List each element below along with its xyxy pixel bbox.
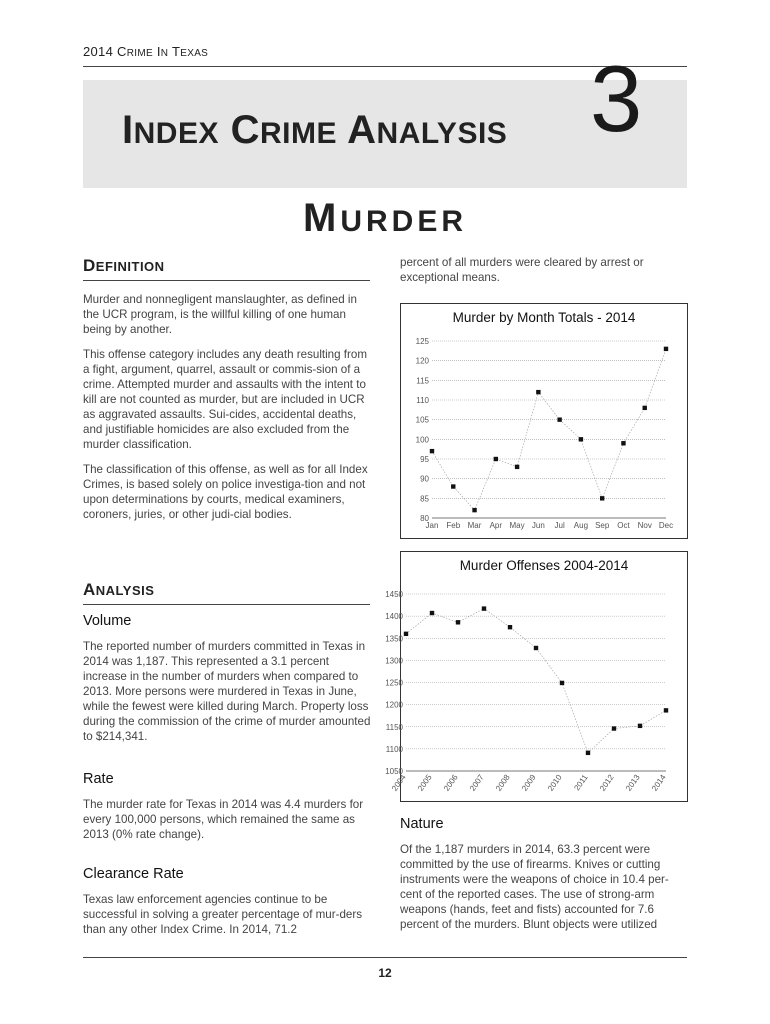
header-texas: TEXAS — [172, 44, 209, 59]
data-point — [430, 611, 434, 615]
analysis-heading-text: ANALYSIS — [83, 580, 155, 599]
y-tick-label: 85 — [420, 494, 429, 504]
data-point — [621, 441, 625, 445]
y-tick-label: 1050 — [385, 767, 403, 776]
analysis-rule — [83, 604, 370, 605]
annual-chart-title: Murder Offenses 2004-2014 — [459, 558, 629, 573]
y-tick-label: 125 — [415, 337, 429, 346]
x-tick-label: 2012 — [598, 772, 616, 793]
definition-rule — [83, 280, 370, 281]
chapter-number: 3 — [590, 46, 643, 151]
y-tick-label: 80 — [420, 514, 429, 523]
section-title — [0, 196, 770, 241]
data-point — [579, 437, 583, 441]
x-tick-label: 2004 — [390, 772, 408, 793]
definition-heading — [83, 256, 165, 276]
x-tick-label: 2010 — [546, 772, 564, 793]
nature-paragraph: Of the 1,187 murders in 2014, 63.3 percent were committed by the use of firearms. Knives or cutting instruments were the weapons of choice in 10.4 per-cent of the reported cases. The use of strong-arm weapons (hands, feet and fists) accounted for 7.6 percent of the murders. Blunt objects were utilized — [400, 843, 669, 931]
clearance-heading: Clearance Rate — [83, 866, 184, 882]
data-point — [664, 347, 668, 351]
x-tick-label: 2009 — [520, 772, 538, 793]
data-point — [534, 646, 538, 650]
clearance-paragraph-continued: percent of all murders were cleared by arrest or exceptional means. — [400, 256, 644, 284]
y-tick-label: 120 — [415, 356, 429, 366]
header-crime: CRIME — [117, 44, 153, 59]
monthly-chart-title: Murder by Month Totals - 2014 — [452, 310, 636, 325]
data-point — [472, 508, 476, 512]
x-tick-label: 2006 — [442, 772, 460, 793]
data-point — [560, 681, 564, 685]
data-point — [515, 465, 519, 469]
annual-chart-frame — [385, 551, 688, 802]
y-tick-label: 90 — [420, 474, 429, 484]
x-tick-label: Feb — [446, 521, 461, 530]
rate-paragraph: The murder rate for Texas in 2014 was 4.4 murders for every 100,000 persons, which remained the same as 2013 (0% rate change). — [83, 798, 364, 841]
chapter-title-word: INDEX — [122, 108, 219, 152]
data-point — [456, 620, 460, 624]
rate-heading: Rate — [83, 771, 114, 787]
x-tick-label: Aug — [573, 521, 589, 530]
x-tick-label: Jun — [531, 521, 545, 530]
data-point — [612, 726, 616, 730]
nature-heading: Nature — [400, 816, 444, 832]
y-tick-label: 105 — [415, 415, 429, 425]
definition-paragraph-3: The classification of this offense, as well as for all Index Crimes, is based solely on police investiga-tion and not upon determinations by courts, medical examiners, coroners, juries, or other judi-cial bodies. — [83, 463, 368, 521]
data-point — [404, 632, 408, 636]
data-point — [482, 606, 486, 610]
header-year: 2014 — [83, 44, 114, 59]
footer-rule — [83, 957, 687, 958]
data-point — [430, 449, 434, 453]
y-tick-label: 1200 — [385, 700, 403, 710]
x-tick-label: May — [509, 521, 525, 530]
x-tick-label: Mar — [467, 521, 482, 530]
monthly-chart — [401, 328, 687, 538]
y-tick-label: 1150 — [385, 722, 403, 732]
annual-chart — [385, 576, 687, 801]
data-point — [494, 457, 498, 461]
x-tick-label: Nov — [637, 521, 652, 530]
chapter-title — [122, 108, 507, 153]
volume-heading: Volume — [83, 613, 132, 629]
series-line — [406, 609, 666, 753]
y-tick-label: 115 — [416, 376, 429, 386]
data-point — [508, 625, 512, 629]
data-point — [451, 484, 455, 488]
page-number: 12 — [378, 966, 392, 980]
x-tick-label: 2008 — [494, 772, 512, 793]
section-title-text: MURDER — [303, 196, 467, 240]
y-tick-label: 1400 — [385, 612, 403, 622]
monthly-chart-frame — [400, 303, 688, 539]
y-tick-label: 1350 — [385, 634, 403, 644]
y-tick-label: 1300 — [385, 656, 403, 666]
definition-paragraph-2: This offense category includes any death resulting from a fight, argument, quarrel, assault or commis-sion of a crime. Attempted murder and assaults with the intent to kill are not counted as murder, but are included in UCR as aggravated assaults. Sui-cides, accidental deaths, and justifiable homicides are also excluded from the murder classification. — [83, 348, 367, 451]
x-tick-label: Dec — [658, 521, 674, 530]
chapter-title-word: ANALYSIS — [347, 108, 508, 152]
x-tick-label: Apr — [489, 521, 503, 530]
x-tick-label: 2005 — [416, 772, 434, 793]
x-tick-label: 2014 — [650, 772, 668, 793]
x-tick-label: Jan — [425, 521, 439, 530]
definition-heading-text: DEFINITION — [83, 256, 165, 275]
y-tick-label: 1250 — [385, 678, 403, 688]
chapter-title-word: CRIME — [230, 108, 337, 152]
analysis-heading — [83, 580, 154, 600]
x-tick-label: 2007 — [468, 772, 486, 793]
running-header — [83, 44, 208, 59]
x-tick-label: 2011 — [572, 772, 590, 793]
definition-paragraph-1: Murder and nonnegligent manslaughter, as defined in the UCR program, is the willful killing of one human being by another. — [83, 293, 357, 336]
y-tick-label: 100 — [415, 435, 429, 445]
data-point — [536, 390, 540, 394]
data-point — [638, 724, 642, 728]
data-point — [664, 708, 668, 712]
series-line — [432, 349, 666, 510]
volume-paragraph: The reported number of murders committed in Texas in 2014 was 1,187. This represented a 3.1 percent increase in the number of murders when compared to 2013. More persons were murdered in Texas in June, while the fewest were killed during March. Property loss during the commission of the crime of murder amounted to $214,341. — [83, 640, 371, 743]
x-tick-label: Sep — [595, 521, 610, 530]
data-point — [557, 417, 561, 421]
y-tick-label: 1450 — [385, 590, 403, 599]
header-in: IN — [156, 44, 169, 59]
data-point — [586, 751, 590, 755]
data-point — [643, 406, 647, 410]
x-tick-label: Oct — [617, 521, 630, 530]
x-tick-label: Jul — [554, 521, 565, 530]
y-tick-label: 110 — [416, 396, 429, 405]
y-tick-label: 95 — [420, 455, 429, 464]
data-point — [600, 496, 604, 500]
y-tick-label: 1100 — [385, 744, 403, 754]
clearance-paragraph: Texas law enforcement agencies continue to be successful in solving a greater percentage of mur-ders than any other Index Crime. In 2014, 71.2 — [83, 893, 363, 936]
x-tick-label: 2013 — [624, 772, 642, 793]
